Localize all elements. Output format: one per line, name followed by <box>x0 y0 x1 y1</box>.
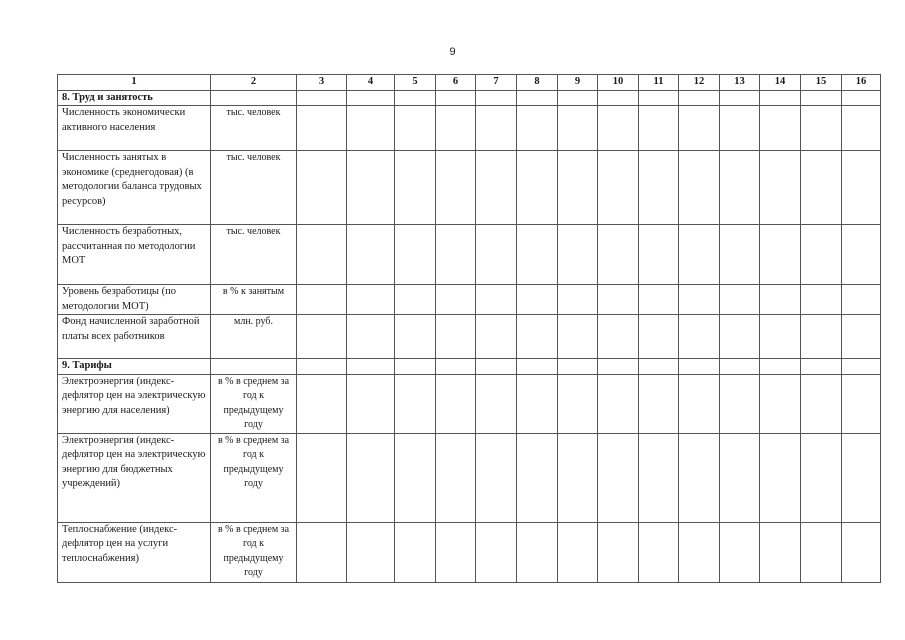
section-header-row <box>58 359 881 375</box>
column-header: 15 <box>801 75 842 91</box>
table-row <box>58 106 881 151</box>
table-row <box>58 433 881 522</box>
section-title: 9. Тарифы <box>58 359 211 375</box>
column-header: 2 <box>211 75 297 91</box>
column-header: 7 <box>476 75 517 91</box>
page-number: 9 <box>449 46 456 58</box>
column-header: 10 <box>598 75 639 91</box>
table-row <box>58 225 881 285</box>
indicator-unit: тыс. человек <box>211 106 297 151</box>
table-row <box>58 522 881 582</box>
indicator-unit: в % в среднем за год к предыдущему году <box>211 522 297 582</box>
column-header: 9 <box>558 75 598 91</box>
indicator-unit: тыс. человек <box>211 151 297 225</box>
column-header: 8 <box>517 75 558 91</box>
table-row <box>58 315 881 359</box>
indicator-unit: в % в среднем за год к предыдущему году <box>211 433 297 522</box>
section-header-row <box>58 90 881 106</box>
column-header: 13 <box>720 75 760 91</box>
indicator-name: Теплоснабжение (индекс-дефлятор цен на услуги теплоснабжения) <box>58 522 211 582</box>
column-header: 5 <box>395 75 436 91</box>
column-header: 1 <box>58 75 211 91</box>
column-header: 12 <box>679 75 720 91</box>
column-header: 16 <box>842 75 881 91</box>
table-row <box>58 374 881 433</box>
indicator-name: Уровень безработицы (по методологии МОТ) <box>58 285 211 315</box>
indicator-name: Численность экономически активного населения <box>58 106 211 151</box>
column-header: 11 <box>639 75 679 91</box>
column-header: 3 <box>297 75 347 91</box>
table-row <box>58 285 881 315</box>
column-header: 14 <box>760 75 801 91</box>
indicator-name: Электроэнергия (индекс-дефлятор цен на электрическую энергию для населения) <box>58 374 211 433</box>
table-row <box>58 151 881 225</box>
forecast-table <box>57 74 881 583</box>
indicator-name: Численность безработных, рассчитанная по методологии МОТ <box>58 225 211 285</box>
indicator-unit: млн. руб. <box>211 315 297 359</box>
indicator-unit: в % к занятым <box>211 285 297 315</box>
indicator-name: Численность занятых в экономике (среднегодовая) (в методологии баланса трудовых ресурсов) <box>58 151 211 225</box>
indicator-name: Фонд начисленной заработной платы всех работников <box>58 315 211 359</box>
indicator-unit: тыс. человек <box>211 225 297 285</box>
column-number-row <box>58 75 881 91</box>
section-title: 8. Труд и занятость <box>58 90 211 106</box>
column-header: 4 <box>347 75 395 91</box>
indicator-unit: в % в среднем за год к предыдущему году <box>211 374 297 433</box>
indicator-name: Электроэнергия (индекс-дефлятор цен на электрическую энергию для бюджетных учреждений) <box>58 433 211 522</box>
column-header: 6 <box>436 75 476 91</box>
